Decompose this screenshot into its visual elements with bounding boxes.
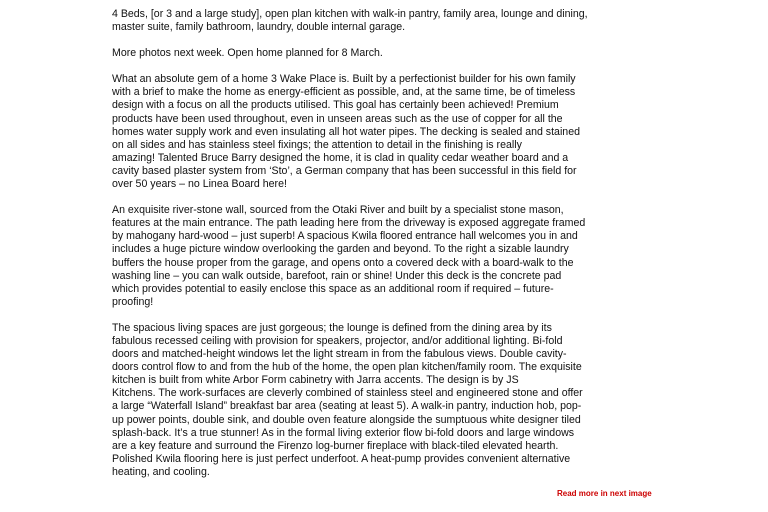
paragraph-intro: What an absolute gem of a home 3 Wake Place is. Built by a perfectionist builder for his own family with a brief to make the home as energy-efficient as possible, and, at the same time, be of timeless design with a focus on all the products utilised. This goal has certainly been achieved! Premium products have been used throughout, even in unseen areas such as the use of copper for all the homes water supply work and even insulating all hot water pipes. The decking is sealed and stained on all sides and has stainless steel fixings; the attention to detail in the finishing is really amazing! Talented Bruce Barry designed the home, it is clad in quality cedar weather board and a cavity based plaster system from ‘Sto’, a German company that has been successful in this field for over 50 years – no Linea Board here! [112,73,580,191]
read-more-note: Read more in next image [557,489,652,498]
paragraph-entrance: An exquisite river-stone wall, sourced from the Otaki River and built by a specialist stone mason, features at the main entrance. The path leading here from the driveway is exposed aggregate framed by mahogany hard-wood – just superb! A spacious Kwila floored entrance hall welcomes you in and includes a huge picture window overlooking the garden and beyond. To the right a sizable laundry buffers the house proper from the garage, and opens onto a covered deck with a board-walk to the washing line – you can walk outside, barefoot, rain or shine! Under this deck is the concrete pad which provides potential to easily enclose this space as an additional room if required – future- proofing! [112,204,586,308]
paragraph-features: 4 Beds, [or 3 and a large study], open plan kitchen with walk-in pantry, family area, lounge and dining, master suite, family bathroom, laundry, double internal garage. [112,8,588,34]
paragraph-living: The spacious living spaces are just gorgeous; the lounge is defined from the dining area by its fabulous recessed ceiling with provision for speakers, projector, and/or additional lighting. Bi-fold doors and matched-height windows let the light stream in from the fabulous views. Double cavity- doors control flow to and from the hub of the home, the open plan kitchen/family room. The exquisite kitchen is built from white Arbor Form cabinetry with Jarra accents. The design is by JS Kitchens. The work-surfaces are cleverly combined of stainless steel and engineered stone and offer a large “Waterfall Island” breakfast bar area (seating at least 5). A walk-in pantry, induction hob, pop- up power points, double sink, and double oven feature alongside the sumptuous white designer tiled splash-back. It’s a true stunner! As in the formal living exterior flow bi-fold doors and large windows are a key feature and surround the Firenzo log-burner fireplace with black-tiled elevated hearth. Polished Kwila flooring here is just perfect underfoot. A heat-pump provides convenient alternative heating, and cooling. [112,321,583,478]
paragraph-open-home: More photos next week. Open home planned for 8 March. [112,47,383,60]
listing-description [112,8,692,479]
